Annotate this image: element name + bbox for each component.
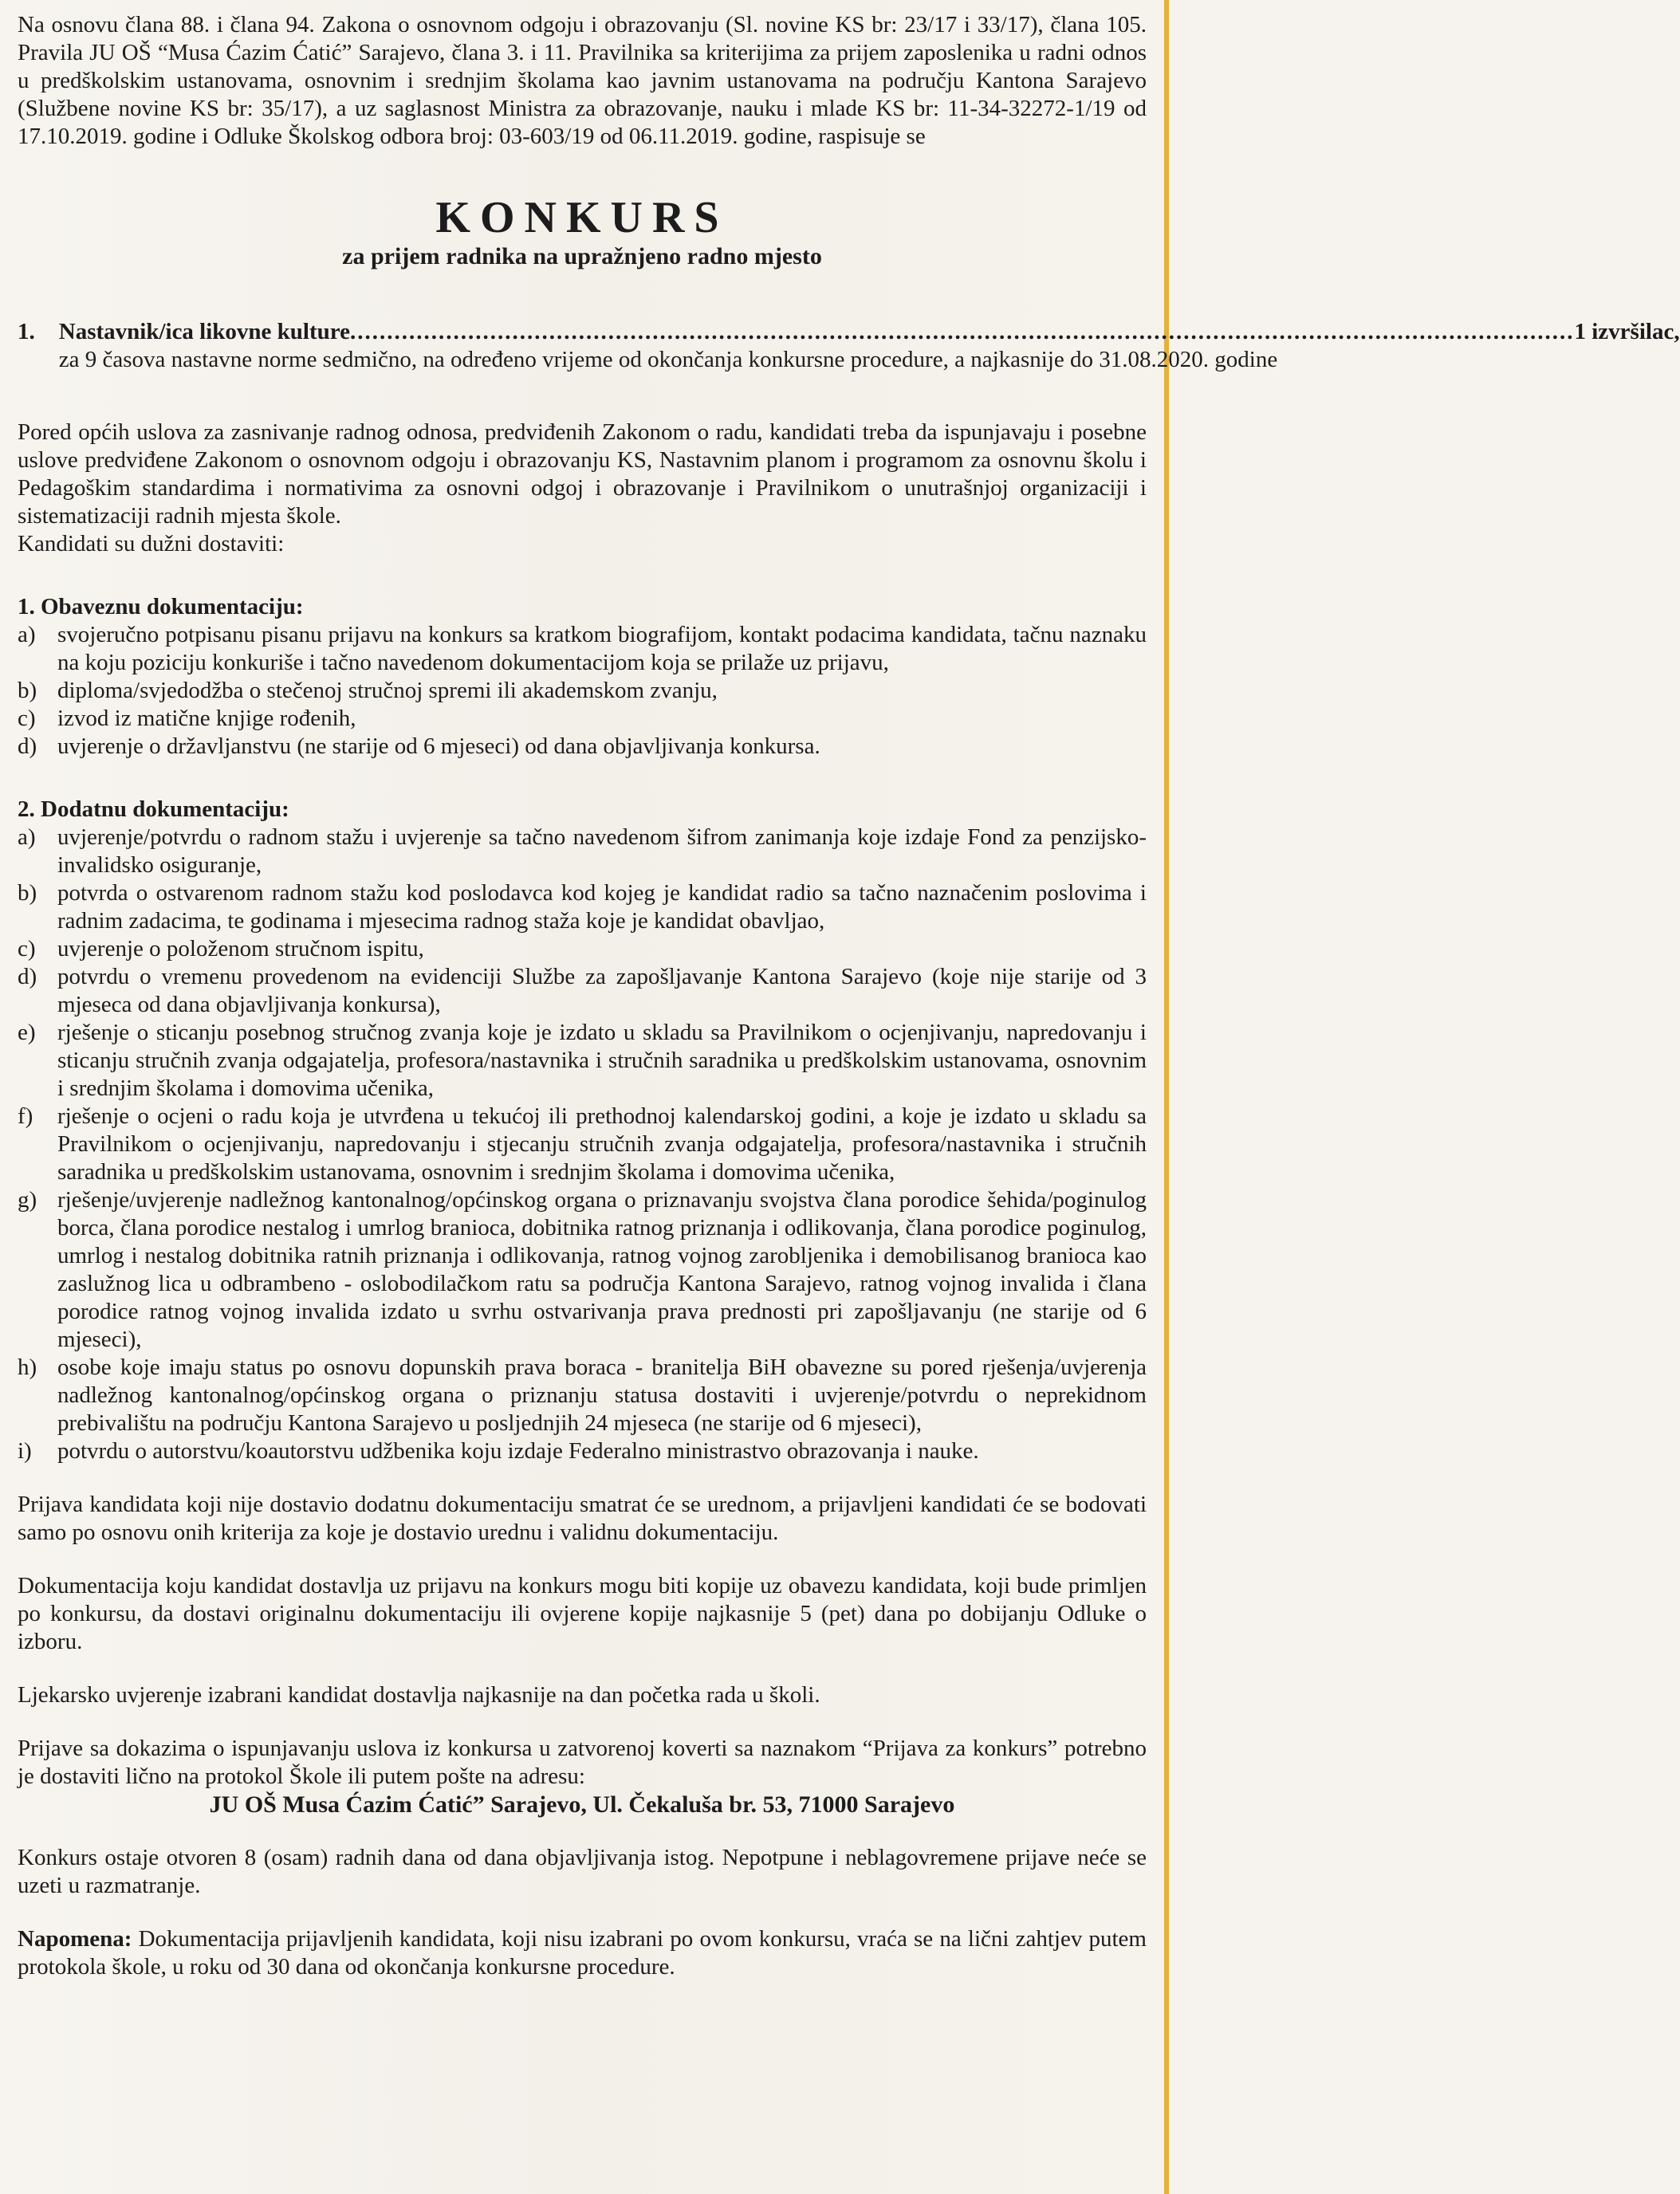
mandatory-heading: 1. Obaveznu dokumentaciju: [18, 594, 304, 619]
item-text: diploma/svjedodžba o stečenoj stručnoj spremi ili akademskom zvanju, [57, 678, 718, 703]
position-number: 1. [18, 319, 35, 344]
item-text: rješenje o sticanju posebnog stručnog zvanja koje je izdato u skladu sa Pravilnikom o ocjenjivanju, napredovanju i sticanju stručnih zvanja odgajatelja, profesora/nastavnika i stručnih saradnika u predškolskim ustanovama, osnovnim i srednjim školama i domovima učenika, [57, 1020, 1147, 1101]
item-text: potvrdu o autorstvu/koautorstvu udžbenika koju izdaje Federalno ministrastvo obrazovanja i nauke. [57, 1438, 979, 1464]
list-item [18, 963, 1147, 1019]
item-marker: d) [18, 733, 37, 759]
item-marker: e) [18, 1020, 36, 1045]
item-text: osobe koje imaju status po osnovu dopunskih prava boraca - branitelja BiH obavezne su pored rješenja/uvjerenja nadležnog kantonalnog/općinskog organa o priznanju statusa dostaviti i uvjerenje/potvrdu o neprekidnom prebivalištu na području Kantona Sarajevo u posljednjih 24 mjeseca (ne starije od 6 mjeseci), [57, 1355, 1147, 1436]
list-item [18, 1103, 1147, 1186]
list-item [18, 1437, 1147, 1465]
document-subtitle: za prijem radnika na upražnjeno radno mjesto [342, 243, 822, 269]
list-item [18, 677, 1147, 705]
valid-docs-paragraph: Prijava kandidata koji nije dostavio dodatnu dokumentaciju smatrat će se urednom, a prijavljeni kandidati će se bodovati samo po osnovu onih kriterija za koje je dostavio urednu i validnu dokumentaciju. [18, 1492, 1147, 1545]
school-address: JU OŠ Musa Ćazim Ćatić” Sarajevo, Ul. Čekaluša br. 53, 71000 Sarajevo [209, 1791, 955, 1818]
obligation-line: Kandidati su dužni dostaviti: [18, 531, 285, 556]
list-item [18, 1019, 1147, 1103]
position-description: za 9 časova nastavne norme sedmično, na određeno vrijeme od okončanja konkursne procedure, a najkasnije do 31.08.2020. godine [58, 347, 1278, 372]
note-text: Dokumentacija prijavljenih kandidata, koji nisu izabrani po ovom konkursu, vraća se na lični zahtjev putem protokola škole, u roku od 30 dana od okončanja konkursne procedure. [18, 1926, 1147, 1980]
note-paragraph [18, 1925, 1147, 1981]
list-item [18, 705, 1147, 733]
item-text: rješenje/uvjerenje nadležnog kantonalnog/općinskog organa o priznavanju svojstva člana porodice šehida/poginulog borca, člana porodice nestalog i umrlog branioca, dobitnika ratnog priznanja i odlikovanja, člana porodice poginulog, umrlog i nestalog dobitnika ratnih priznanja i odlikovanja, ratnog vojnog zarobljenika i demobilisanog branioca kao zaslužnog lica u odbrambeno - oslobodilačkom ratu sa područja Kantona Sarajevo, ratnog vojnog invalida i člana porodice ratnog vojnog invalida izdato u svrhu ostvarivanja prava prednosti pri zapošljavanju (ne starije od 6 mjeseci), [57, 1187, 1147, 1352]
item-text: izvod iz matične knjige rođenih, [57, 706, 356, 731]
list-item [18, 1186, 1147, 1354]
submission-paragraph: Prijave sa dokazima o ispunjavanju uslova iz konkursa u zatvorenoj koverti sa naznakom “Prijava za konkurs” potrebno je dostaviti lično na protokol Škole ili putem pošte na adresu: [18, 1736, 1147, 1789]
item-marker: g) [18, 1187, 37, 1213]
open-period-paragraph: Konkurs ostaje otvoren 8 (osam) radnih dana od dana objavljivanja istog. Nepotpune i neblagovremene prijave neće se uzeti u razmatranje. [18, 1845, 1147, 1898]
item-text: rješenje o ocjeni o radu koja je utvrđena u tekućoj ili prethodnoj kalendarskoj godini, a koje je izdato u skladu sa Pravilnikom o ocjenjivanju, napredovanju i stjecanju stručnih zvanja odgajatelja, profesora/nastavnika i stručnih saradnika u predškolskim ustanovama, osnovnim i srednjim školama i domovima učenika, [57, 1103, 1147, 1185]
position-leader-dots: ...................................................................................................................................................................... [350, 319, 1575, 344]
position-entry [18, 318, 1680, 374]
medical-paragraph: Ljekarsko uvjerenje izabrani kandidat dostavlja najkasnije na dan početka rada u školi. [18, 1682, 820, 1708]
list-item [18, 1354, 1147, 1437]
item-text: uvjerenje o položenom stručnom ispitu, [57, 936, 424, 961]
mandatory-list [18, 621, 1147, 761]
additional-heading: 2. Dodatnu dokumentaciju: [18, 796, 289, 822]
item-marker: d) [18, 964, 37, 989]
copies-paragraph: Dokumentacija koju kandidat dostavlja uz prijavu na konkurs mogu biti kopije uz obavezu kandidata, koji bude primljen po konkursu, da dostavi originalnu dokumentaciju ili ovjerene kopije najkasnije 5 (pet) dana po dobijanju Odluke o izboru. [18, 1573, 1147, 1654]
list-item [18, 879, 1147, 935]
item-marker: c) [18, 936, 36, 961]
list-item [18, 733, 1147, 761]
position-count: 1 izvršilac, [1574, 319, 1680, 344]
document-title: KONKURS [435, 193, 729, 242]
item-text: potvrda o ostvarenom radnom stažu kod poslodavca kod kojeg je kandidat radio sa tačno naznačenim poslovima i radnim zadacima, te godinama i mjesecima radnog staža koje je kandidat obavljao, [57, 880, 1147, 934]
item-text: svojeručno potpisanu pisanu prijavu na konkurs sa kratkom biografijom, kontakt podacima kandidata, tačnu naznaku na koju poziciju konkuriše i tačno navedenom dokumentacijom koja se prilaže uz prijavu, [57, 622, 1147, 675]
item-marker: h) [18, 1355, 37, 1380]
list-item [18, 824, 1147, 879]
note-label: Napomena: [18, 1926, 132, 1952]
item-marker: b) [18, 880, 37, 906]
item-text: uvjerenje/potvrdu o radnom stažu i uvjerenje sa tačno navedenom šifrom zanimanja koje izdaje Fond za penzijsko-invalidsko osiguranje, [57, 824, 1147, 878]
item-marker: i) [18, 1438, 32, 1464]
general-conditions: Pored općih uslova za zasnivanje radnog odnosa, predviđenih Zakonom o radu, kandidati treba da ispunjavaju i posebne uslove predviđene Zakonom o osnovnom odgoju i obrazovanju KS, Nastavnim planom i programom za osnovnu školu i Pedagoškim standardima i normativima za osnovni odgoj i obrazovanje i Pravilnikom o unutrašnjoj organizaciji i sistematizaciji radnih mjesta škole. [18, 419, 1147, 529]
item-marker: a) [18, 824, 36, 850]
item-text: uvjerenje o državljanstvu (ne starije od 6 mjeseci) od dana objavljivanja konkursa. [57, 733, 820, 759]
item-marker: a) [18, 622, 36, 647]
item-text: potvrdu o vremenu provedenom na evidenciji Službe za zapošljavanje Kantona Sarajevo (koje nije starije od 3 mjeseca od dana objavljivanja konkursa), [57, 964, 1147, 1017]
additional-list [18, 824, 1147, 1465]
list-item [18, 935, 1147, 963]
intro-paragraph: Na osnovu člana 88. i člana 94. Zakona o osnovnom odgoju i obrazovanju (Sl. novine KS br: 23/17 i 33/17), člana 105. Pravila JU OŠ “Musa Ćazim Ćatić” Sarajevo, člana 3. i 11. Pravilnika sa kriterijima za prijem zaposlenika u radni odnos u predškolskim ustanovama, osnovnim i srednjim školama kao javnim ustanovama na području Kantona Sarajevo (Službene novine KS br: 35/17), a uz saglasnost Ministra za obrazovanje, nauku i mlade KS br: 11-34-32272-1/19 od 17.10.2019. godine i Odluke Školskog odbora broj: 03-603/19 od 06.11.2019. godine, raspisuje se [18, 12, 1147, 149]
list-item [18, 621, 1147, 677]
item-marker: c) [18, 706, 36, 731]
position-name: Nastavnik/ica likovne kulture [58, 319, 350, 344]
item-marker: f) [18, 1103, 33, 1129]
item-marker: b) [18, 678, 37, 703]
